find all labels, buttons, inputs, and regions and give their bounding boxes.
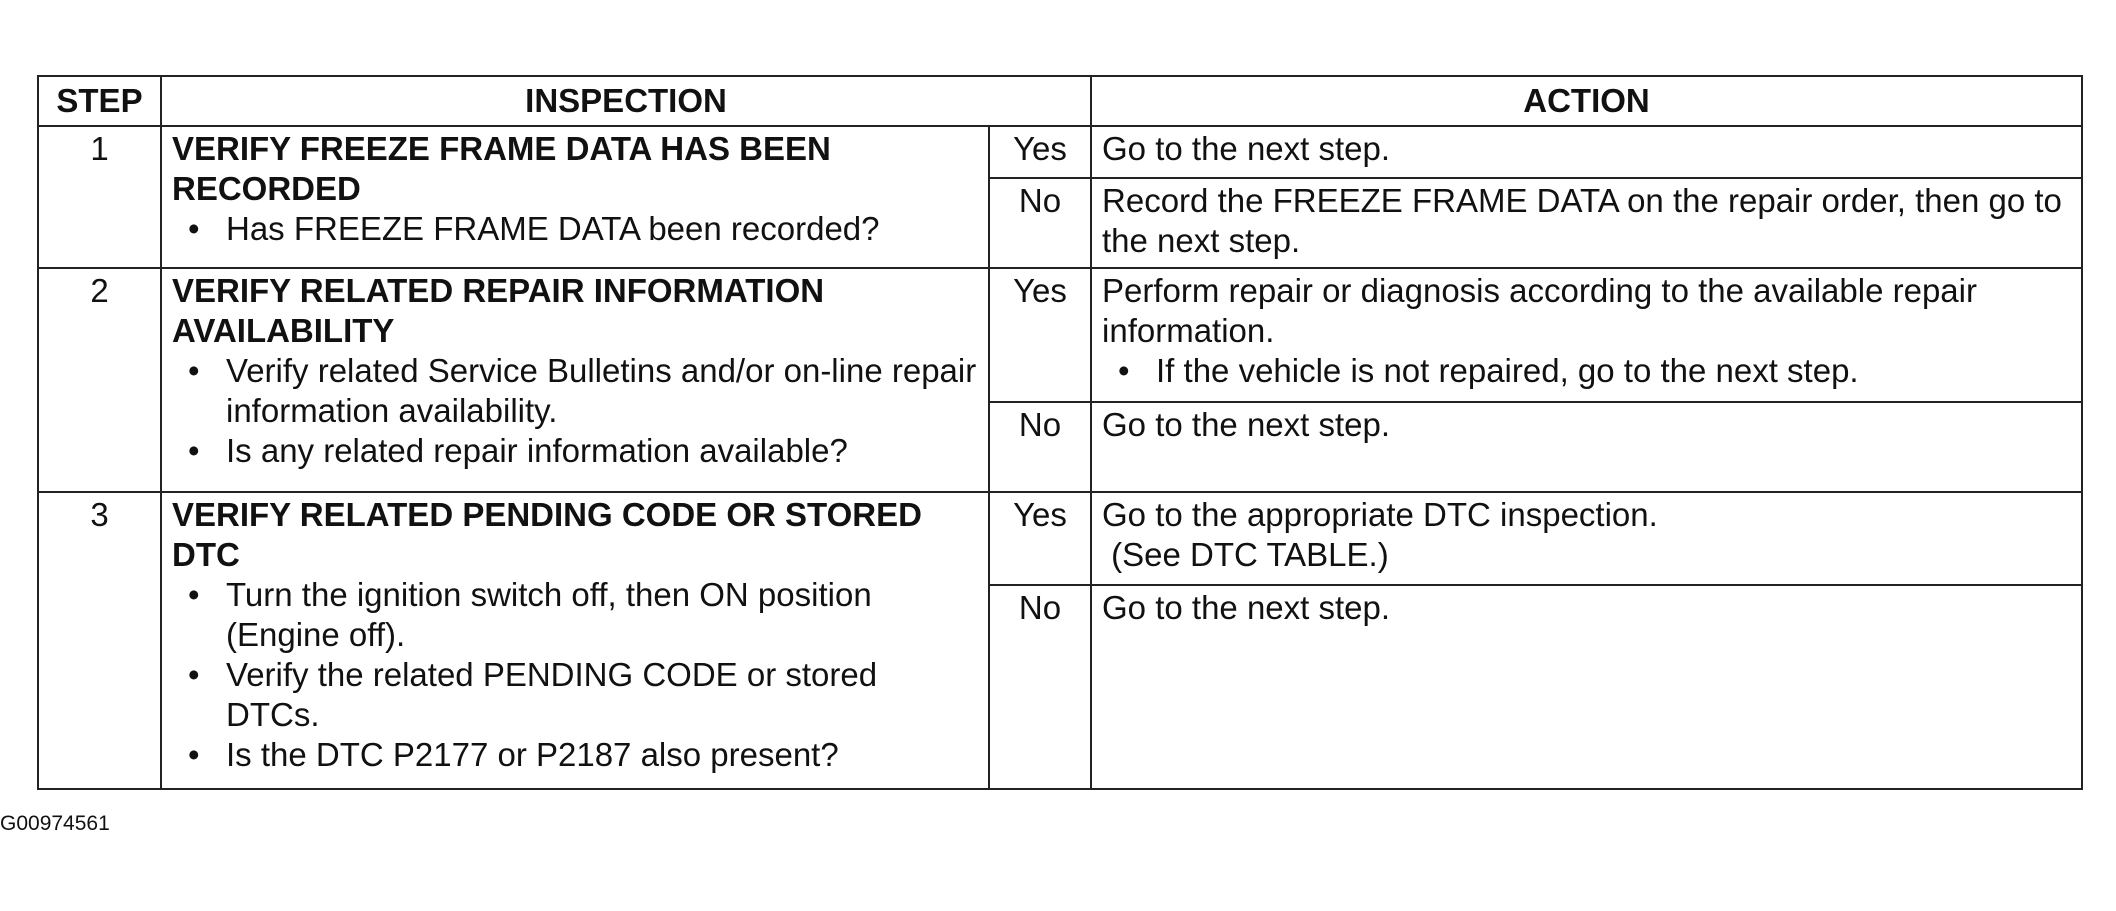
action-note: (See DTC TABLE.): [1102, 536, 1389, 573]
action-yes: Go to the appropriate DTC inspection.: [1102, 496, 1658, 533]
answer-yes: Yes: [989, 268, 1091, 402]
answer-yes: Yes: [989, 126, 1091, 178]
action-bullets: [1102, 351, 2071, 391]
step-number: 2: [38, 268, 161, 492]
inspection-bullet: • Is any related repair information available?: [172, 431, 978, 471]
action-yes-cell: [1091, 268, 2082, 402]
table-header-row: [38, 76, 2082, 126]
answer-no: No: [989, 178, 1091, 268]
step-number: 3: [38, 492, 161, 789]
action-yes-cell: [1091, 492, 2082, 585]
header-inspection: INSPECTION: [161, 76, 1091, 126]
action-bullet: • If the vehicle is not repaired, go to the next step.: [1102, 351, 2071, 391]
figure-id: G00974561: [0, 812, 110, 835]
inspection-bullet: • Verify related Service Bulletins and/or on-line repair information availability.: [172, 351, 978, 431]
inspection-bullets: [172, 209, 978, 249]
inspection-bullets: [172, 575, 978, 775]
step-number: 1: [38, 126, 161, 268]
answer-no: No: [989, 585, 1091, 789]
inspection-bullet: • Has FREEZE FRAME DATA been recorded?: [172, 209, 978, 249]
inspection-cell: [161, 268, 989, 492]
inspection-title: VERIFY FREEZE FRAME DATA HAS BEEN RECORDED: [172, 130, 831, 207]
inspection-title: VERIFY RELATED PENDING CODE OR STORED DTC: [172, 496, 922, 573]
action-no: Go to the next step.: [1091, 585, 2082, 789]
inspection-bullet: • Turn the ignition switch off, then ON position (Engine off).: [172, 575, 978, 655]
inspection-cell: [161, 492, 989, 789]
table-row: [38, 126, 2082, 178]
header-step: STEP: [38, 76, 161, 126]
inspection-bullet: • Verify the related PENDING CODE or stored DTCs.: [172, 655, 978, 735]
inspection-cell: [161, 126, 989, 268]
table-row: [38, 268, 2082, 402]
answer-no: No: [989, 402, 1091, 492]
header-action: ACTION: [1091, 76, 2082, 126]
action-yes: Go to the next step.: [1091, 126, 2082, 178]
action-no: Record the FREEZE FRAME DATA on the repair order, then go to the next step.: [1091, 178, 2082, 268]
answer-yes: Yes: [989, 492, 1091, 585]
table-row: [38, 492, 2082, 585]
action-yes: Perform repair or diagnosis according to the available repair information.: [1102, 272, 1977, 349]
diagnostic-table: [37, 75, 2083, 790]
inspection-bullets: [172, 351, 978, 471]
action-no: Go to the next step.: [1091, 402, 2082, 492]
inspection-title: VERIFY RELATED REPAIR INFORMATION AVAILABILITY: [172, 272, 825, 349]
inspection-bullet: • Is the DTC P2177 or P2187 also present?: [172, 735, 978, 775]
